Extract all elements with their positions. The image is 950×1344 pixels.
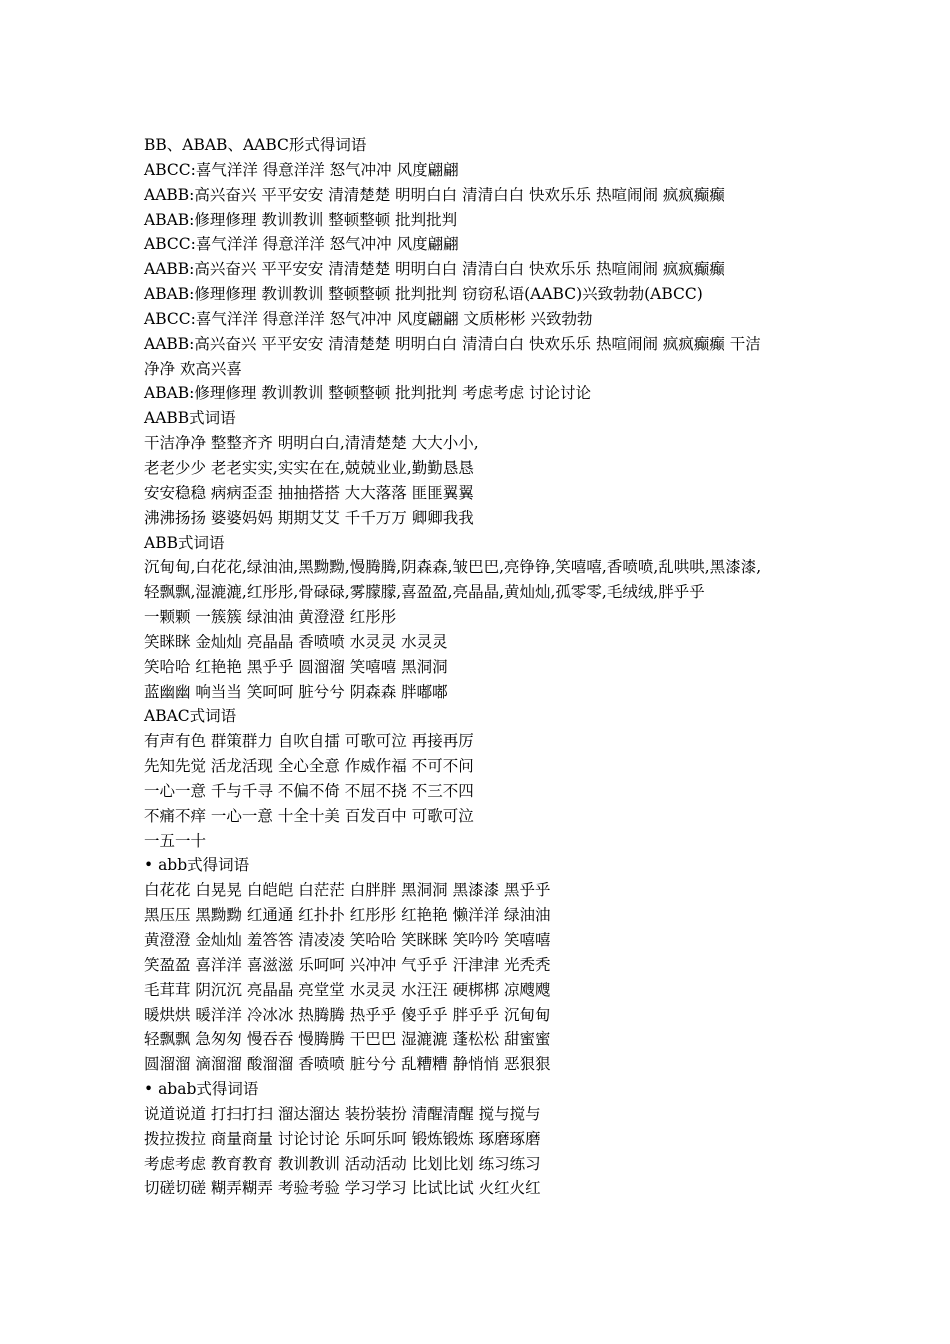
text-line: ABAB:修理修理 教训教训 整顿整顿 批判批判 窃窃私语(AABC)兴致勃勃(ABCC) [144,285,703,304]
section-heading-aabb: AABB式词语 [144,409,236,428]
text-line: 考虑考虑 教育教育 教训教训 活动活动 比划比划 练习练习 [144,1154,541,1173]
text-line: ABCC:喜气洋洋 得意洋洋 怒气冲冲 风度翩翩 [144,160,459,179]
text-line: AABB:高兴奋兴 平平安安 清清楚楚 明明白白 清清白白 快欢乐乐 热喧闹闹 疯疯癫癫 [144,260,725,279]
text-line: 切磋切磋 糊弄糊弄 考验考验 学习学习 比试比试 火红火红 [144,1179,541,1198]
text-line: 先知先觉 活龙活现 全心全意 作威作福 不可不问 [144,757,474,776]
text-line: 轻飘飘 急匆匆 慢吞吞 慢腾腾 干巴巴 湿漉漉 蓬松松 甜蜜蜜 [144,1030,551,1049]
text-line: ABCC:喜气洋洋 得意洋洋 怒气冲冲 风度翩翩 文质彬彬 兴致勃勃 [144,309,593,328]
text-line: 圆溜溜 滴溜溜 酸溜溜 香喷喷 脏兮兮 乱糟糟 静悄悄 恶狠狠 [144,1055,551,1074]
text-line: 净净 欢高兴喜 [144,359,242,378]
text-line: 笑盈盈 喜洋洋 喜滋滋 乐呵呵 兴冲冲 气乎乎 汗津津 光秃秃 [144,955,551,974]
text-line: 一心一意 千与千寻 不偏不倚 不屈不挠 不三不四 [144,781,474,800]
text-line: AABB:高兴奋兴 平平安安 清清楚楚 明明白白 清清白白 快欢乐乐 热喧闹闹 疯疯癫癫 [144,185,725,204]
text-line: 白花花 白晃晃 白皑皑 白茫茫 白胖胖 黑洞洞 黑漆漆 黑乎乎 [144,881,551,900]
text-line: 有声有色 群策群力 自吹自擂 可歌可泣 再接再厉 [144,732,474,751]
text-line: 一五一十 [144,831,207,850]
text-line: 干洁净净 整整齐齐 明明白白,清清楚楚 大大小小, [144,434,479,453]
text-line: 老老少少 老老实实,实实在在,兢兢业业,勤勤恳恳 [144,458,474,477]
text-line: 拨拉拨拉 商量商量 讨论讨论 乐呵乐呵 锻炼锻炼 琢磨琢磨 [144,1129,541,1148]
text-line: 不痛不痒 一心一意 十全十美 百发百中 可歌可泣 [144,806,474,825]
section-heading-abb: ABB式词语 [144,533,225,552]
text-line: 说道说道 打扫打扫 溜达溜达 装扮装扮 清醒清醒 搅与搅与 [144,1104,541,1123]
text-line: ABCC:喜气洋洋 得意洋洋 怒气冲冲 风度翩翩 [144,235,459,254]
text-line: 笑哈哈 红艳艳 黑乎乎 圆溜溜 笑嘻嘻 黑洞洞 [144,657,448,676]
text-line: 轻飘飘,湿漉漉,红彤彤,骨碌碌,雾朦朦,喜盈盈,亮晶晶,黄灿灿,孤零零,毛绒绒,胖乎乎 [144,583,705,602]
text-line: 黄澄澄 金灿灿 羞答答 清凌凌 笑哈哈 笑眯眯 笑吟吟 笑嘻嘻 [144,931,551,949]
text-line: 沸沸扬扬 婆婆妈妈 期期艾艾 千千万万 卿卿我我 [144,508,474,527]
document-body [144,133,814,1201]
text-line: ABAB:修理修理 教训教训 整顿整顿 批判批判 [144,210,458,229]
text-line: 暖烘烘 暖洋洋 冷冰冰 热腾腾 热乎乎 傻乎乎 胖乎乎 沉甸甸 [144,1005,551,1024]
text-line: 蓝幽幽 响当当 笑呵呵 脏兮兮 阴森森 胖嘟嘟 [144,682,448,701]
section-heading-abb-bullet: • abb式得词语 [144,856,250,875]
text-line: 笑眯眯 金灿灿 亮晶晶 香喷喷 水灵灵 水灵灵 [144,632,448,651]
section-heading-abab-bullet: • abab式得词语 [144,1080,259,1099]
section-heading-abac: ABAC式词语 [144,707,237,726]
text-line: 沉甸甸,白花花,绿油油,黑黝黝,慢腾腾,阴森森,皱巴巴,亮铮铮,笑嘻嘻,香喷喷,乱哄哄,黑漆漆, [144,558,762,577]
text-line: 一颗颗 一簇簇 绿油油 黄澄澄 红彤彤 [144,608,397,627]
text-line: 黑压压 黑黝黝 红通通 红扑扑 红彤彤 红艳艳 懒洋洋 绿油油 [144,906,551,925]
text-line: AABB:高兴奋兴 平平安安 清清楚楚 明明白白 清清白白 快欢乐乐 热喧闹闹 疯疯癫癫 干洁 [144,334,761,353]
text-line: 毛茸茸 阴沉沉 亮晶晶 亮堂堂 水灵灵 水汪汪 硬梆梆 凉飕飕 [144,980,551,999]
text-line: 安安稳稳 病病歪歪 抽抽搭搭 大大落落 匪匪翼翼 [144,483,474,502]
doc-title: BB、ABAB、AABC形式得词语 [144,136,367,154]
text-line: ABAB:修理修理 教训教训 整顿整顿 批判批判 考虑考虑 讨论讨论 [144,384,592,403]
